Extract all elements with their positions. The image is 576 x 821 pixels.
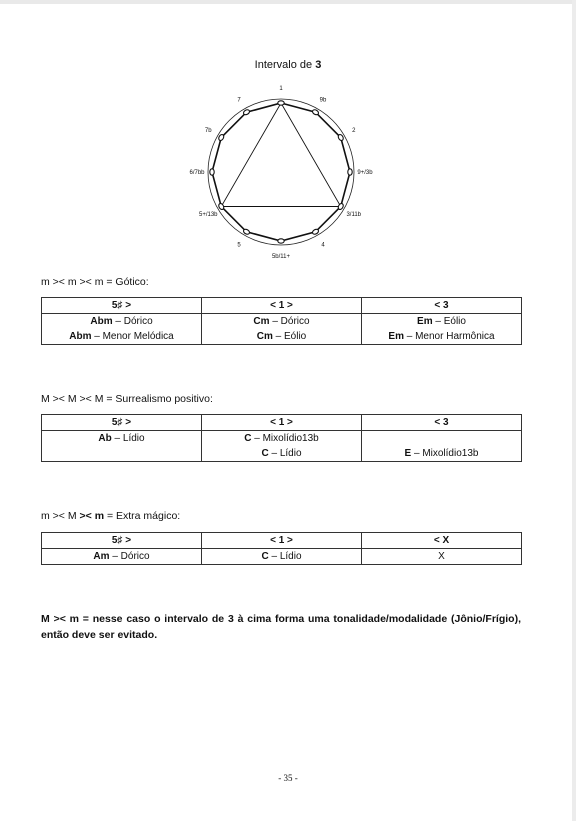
note-marker — [243, 109, 251, 116]
interval-label: 2 — [352, 128, 356, 134]
table-header-row — [42, 533, 522, 549]
note-marker — [312, 109, 320, 116]
section-heading-extra-magico: m >< M >< m = Extra mágico: — [41, 510, 181, 522]
table-header-row — [42, 298, 522, 314]
note-marker — [243, 228, 251, 235]
note-marker — [337, 203, 344, 211]
column-header: < 1 > — [202, 415, 362, 431]
interval-label: 9+/3b — [357, 170, 373, 176]
column-header: < 3 — [362, 298, 522, 314]
table-surrealismo — [41, 414, 522, 462]
diagram-title-prefix: Intervalo de — [254, 59, 313, 71]
column-header: < 1 > — [202, 298, 362, 314]
interval-label: 9b — [319, 97, 327, 104]
page-number: - 35 - — [278, 773, 298, 783]
table-row — [42, 431, 522, 462]
column-header: < X — [362, 533, 522, 549]
table-cell: C – Lídio — [202, 549, 362, 565]
table-cell: C – Mixolídio13b C – Lídio — [202, 431, 362, 462]
interval-label: 5+/13b — [198, 212, 218, 218]
interval-label: 1 — [279, 86, 283, 92]
table-cell: Ab – Lídio — [42, 431, 202, 462]
table-cell: Cm – Dórico Cm – Eólio — [202, 314, 362, 345]
table-cell: Em – Eólio Em – Menor Harmônica — [362, 314, 522, 345]
outer-circle — [208, 99, 354, 245]
column-header: 5♯ > — [42, 298, 202, 314]
table-gotico — [41, 297, 522, 345]
section-heading-surrealismo: M >< M >< M = Surrealismo positivo: — [41, 393, 213, 405]
column-header: 5♯ > — [42, 533, 202, 549]
column-header: < 1 > — [202, 533, 362, 549]
conclusion-note: M >< m = nesse caso o intervalo de 3 à cima forma uma tonalidade/modalidade (Jônio/Frígio), então deve ser evitado. — [41, 613, 521, 641]
interval-label: 3/11b — [346, 212, 362, 218]
interval-label: 5 — [237, 242, 241, 249]
table-cell: Abm – Dórico Abm – Menor Melódica — [42, 314, 202, 345]
column-header: 5♯ > — [42, 415, 202, 431]
note-marker — [278, 239, 284, 243]
table-header-row — [42, 415, 522, 431]
section-heading-gotico: m >< m >< m = Gótico: — [41, 276, 149, 288]
table-row — [42, 549, 522, 565]
note-marker — [210, 169, 214, 175]
note-marker — [218, 134, 225, 142]
interval-label: 6/7bb — [189, 170, 205, 176]
table-row — [42, 314, 522, 345]
table-cell: Am – Dórico — [42, 549, 202, 565]
interval-label: 5b/11+ — [271, 254, 291, 260]
table-cell: E – Mixolídio13b — [362, 431, 522, 462]
table-cell: X — [362, 549, 522, 565]
note-marker — [348, 169, 352, 175]
table-extra-magico — [41, 532, 522, 565]
interval-circle-diagram — [0, 0, 576, 260]
note-marker — [278, 101, 284, 105]
column-header: < 3 — [362, 415, 522, 431]
note-marker — [312, 228, 320, 235]
note-marker — [218, 203, 225, 211]
dodecagon — [212, 103, 350, 241]
interval-label: 7b — [204, 128, 212, 134]
note-marker — [337, 134, 344, 142]
interval-label: 7 — [237, 97, 241, 104]
diagram-title-number: 3 — [315, 59, 322, 71]
interval-label: 4 — [321, 242, 325, 249]
